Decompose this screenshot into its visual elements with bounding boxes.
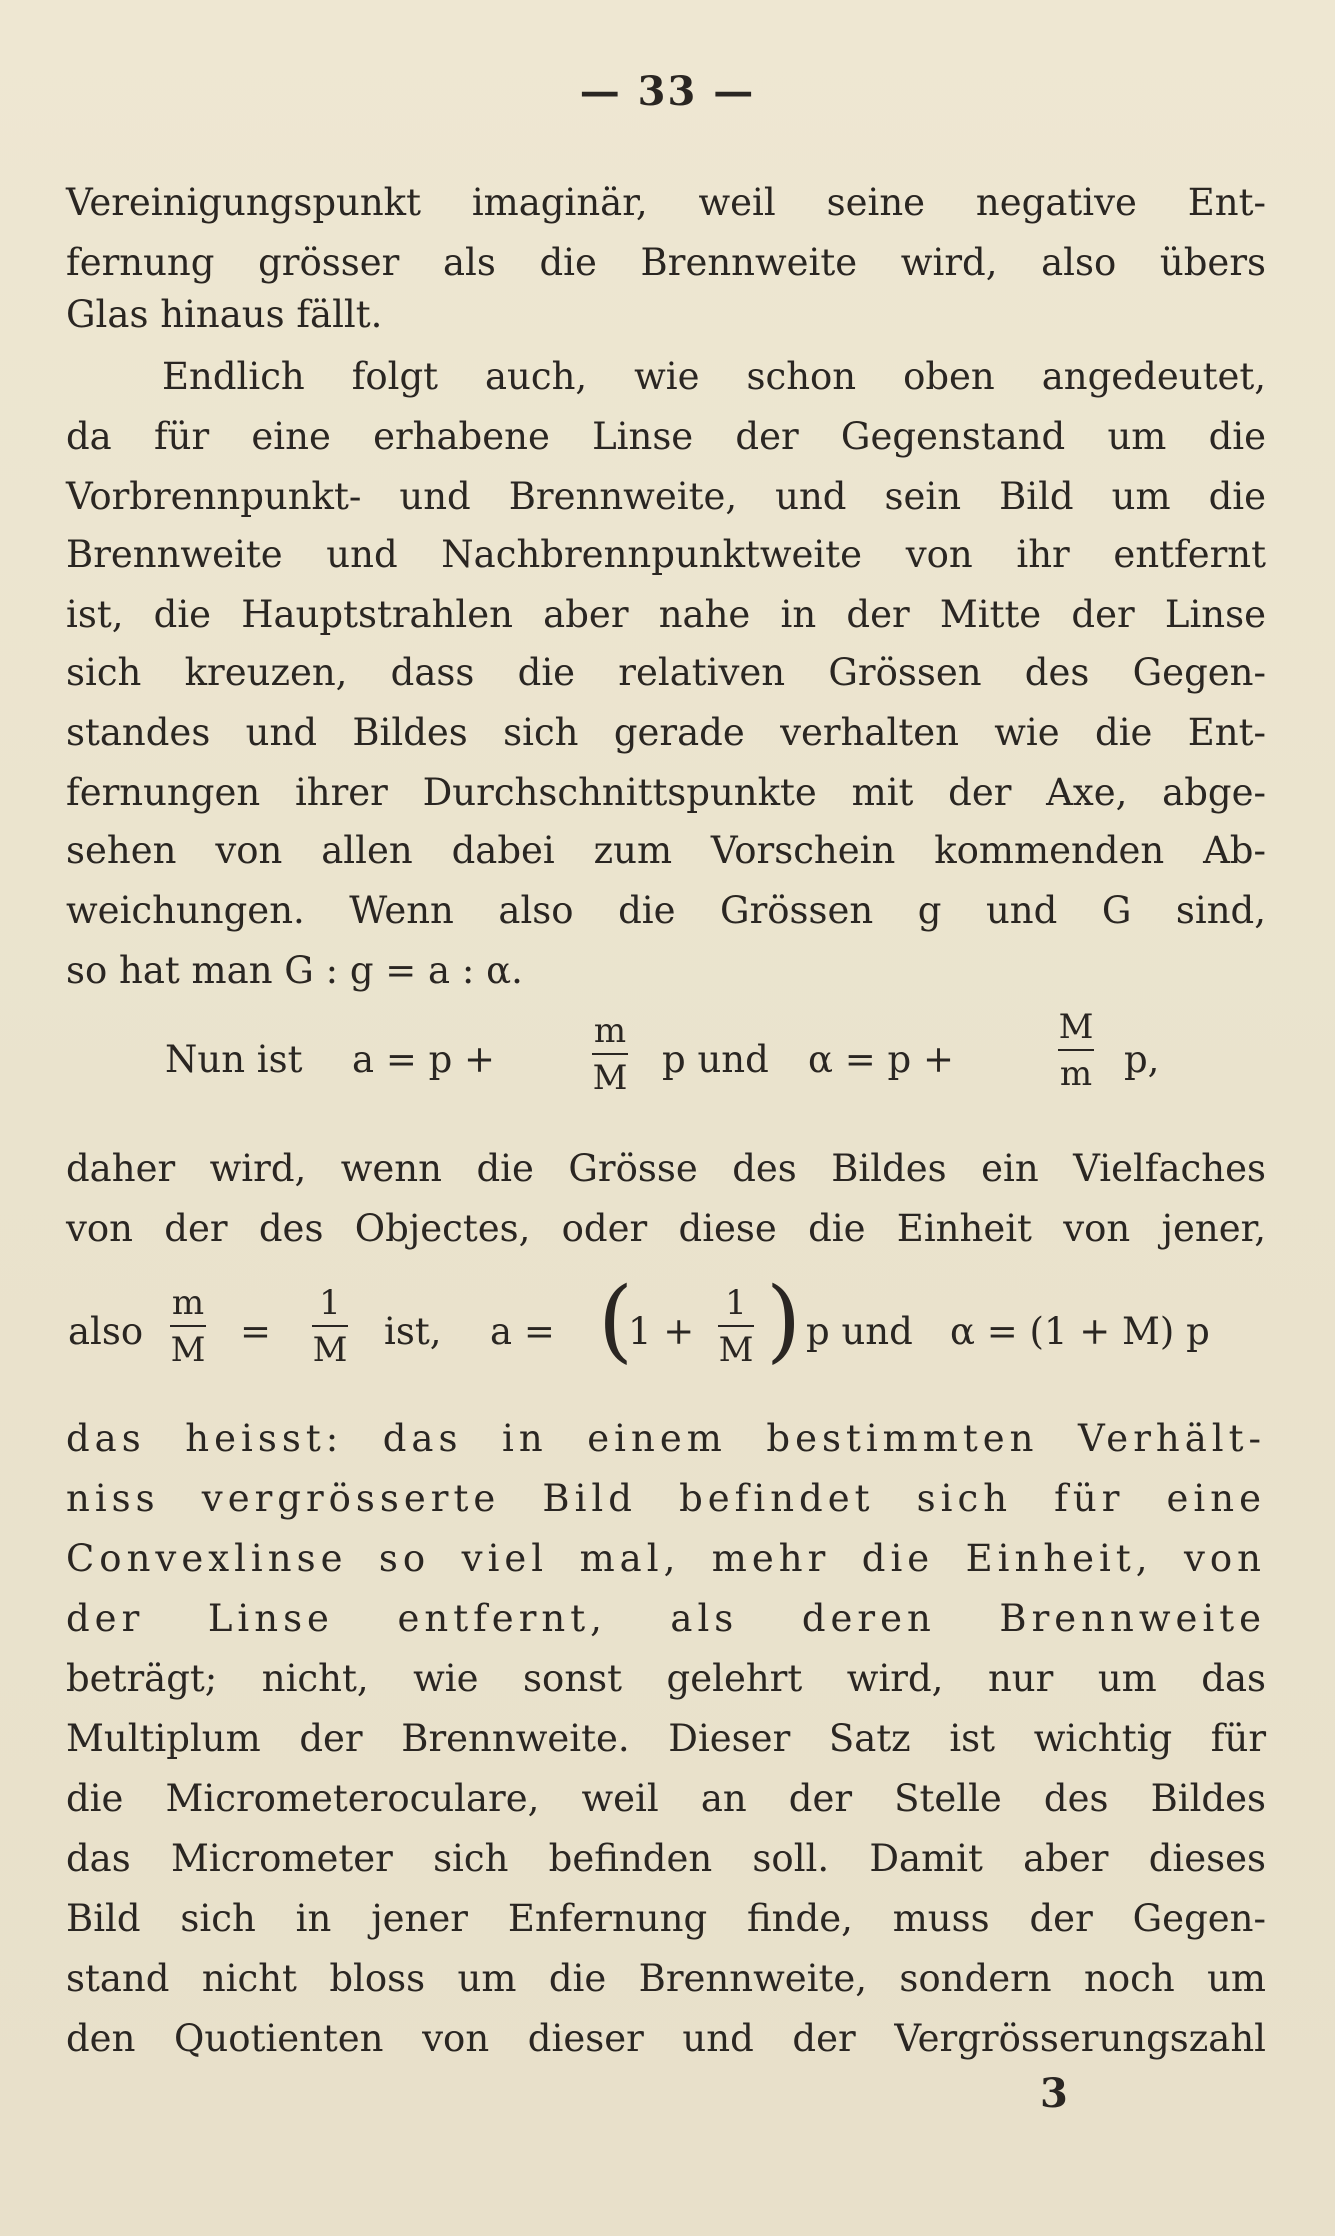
- text-line: Endlich folgt auch, wie schon oben angedeutet,: [162, 355, 1266, 398]
- text-line: stand nicht bloss um die Brennweite, sondern noch um: [66, 1957, 1266, 2000]
- text-line: so hat man G : g = a : α.: [66, 949, 523, 992]
- text-line: Bild sich in jener Enfernung finde, muss der Gegen-: [66, 1897, 1266, 1940]
- left-parenthesis: (: [598, 1268, 634, 1373]
- page-number-header: — 33 —: [579, 68, 756, 115]
- equation-a: a = p +: [352, 1038, 496, 1081]
- text-line: daher wird, wenn die Grösse des Bildes ein Vielfaches: [66, 1147, 1266, 1190]
- right-parenthesis: ): [766, 1268, 802, 1373]
- equation-mid: p und: [662, 1038, 769, 1081]
- equation-tail: p,: [1124, 1038, 1160, 1081]
- equation-one-plus: 1 +: [628, 1310, 695, 1353]
- fraction-denominator: M: [592, 1058, 628, 1098]
- text-line: da für eine erhabene Linse der Gegenstand um die: [66, 415, 1266, 458]
- fraction-M-over-m: [1058, 1008, 1094, 1093]
- text-line: ist, die Hauptstrahlen aber nahe in der Mitte der Linse: [66, 593, 1266, 636]
- text-line: der Linse entfernt, als deren Brennweite: [66, 1597, 1266, 1640]
- fraction-bar: [1058, 1049, 1094, 1051]
- text-line: sehen von allen dabei zum Vorschein kommenden Ab-: [66, 829, 1266, 872]
- text-line: Multiplum der Brennweite. Dieser Satz ist wichtig für: [66, 1717, 1266, 1760]
- fraction-numerator: m: [593, 1011, 627, 1051]
- fraction-denominator: M: [170, 1330, 206, 1370]
- fraction-denominator: M: [312, 1330, 348, 1370]
- fraction-numerator: 1: [319, 1283, 341, 1323]
- text-line: die Micrometeroculare, weil an der Stelle des Bildes: [66, 1777, 1266, 1820]
- text-line: weichungen. Wenn also die Grössen g und G sind,: [66, 889, 1266, 932]
- equation-alpha: α = p +: [808, 1038, 954, 1081]
- text-line: Convexlinse so viel mal, mehr die Einheit, von: [66, 1537, 1266, 1580]
- equation-a: a =: [490, 1310, 555, 1353]
- text-line: das heisst: das in einem bestimmten Verhält-: [66, 1417, 1266, 1460]
- equation-alpha: α = (1 + M) p: [950, 1310, 1210, 1353]
- fraction-1-over-M: [718, 1284, 754, 1369]
- text-line: beträgt; nicht, wie sonst gelehrt wird, nur um das: [66, 1657, 1266, 1700]
- text-line: Glas hinaus fällt.: [66, 293, 383, 336]
- text-line: fernung grösser als die Brennweite wird, also übers: [66, 241, 1266, 284]
- text-line: den Quotienten von dieser und der Vergrösserungszahl: [66, 2017, 1266, 2060]
- text-line: Vorbrennpunkt- und Brennweite, und sein Bild um die: [66, 475, 1266, 518]
- equation-lead: also: [68, 1310, 144, 1353]
- equals-sign: =: [240, 1310, 272, 1353]
- fraction-numerator: 1: [725, 1283, 747, 1323]
- fraction-bar: [170, 1325, 206, 1327]
- text-line: sich kreuzen, dass die relativen Grössen des Gegen-: [66, 651, 1266, 694]
- fraction-denominator: M: [718, 1330, 754, 1370]
- text-line: Brennweite und Nachbrennpunktweite von ihr entfernt: [66, 533, 1266, 576]
- text-line: fernungen ihrer Durchschnittspunkte mit der Axe, abge-: [66, 771, 1266, 814]
- text-line: das Micrometer sich befinden soll. Damit aber dieses: [66, 1837, 1266, 1880]
- fraction-bar: [718, 1325, 754, 1327]
- fraction-bar: [592, 1053, 628, 1055]
- fraction-numerator: m: [171, 1283, 205, 1323]
- text-line: von der des Objectes, oder diese die Einheit von jener,: [66, 1207, 1266, 1250]
- fraction-m-over-M: [592, 1012, 628, 1097]
- fraction-numerator: M: [1058, 1007, 1094, 1047]
- text-line: niss vergrösserte Bild befindet sich für eine: [66, 1477, 1266, 1520]
- equation-ist: ist,: [384, 1310, 442, 1353]
- equation-p-und: p und: [806, 1310, 913, 1353]
- fraction-bar: [312, 1325, 348, 1327]
- fraction-m-over-M: [170, 1284, 206, 1369]
- signature-mark: 3: [1040, 2070, 1068, 2117]
- fraction-denominator: m: [1059, 1054, 1093, 1094]
- fraction-1-over-M: [312, 1284, 348, 1369]
- text-line: Vereinigungspunkt imaginär, weil seine negative Ent-: [66, 181, 1266, 224]
- text-line: standes und Bildes sich gerade verhalten wie die Ent-: [66, 711, 1266, 754]
- equation-lead: Nun ist: [165, 1038, 303, 1081]
